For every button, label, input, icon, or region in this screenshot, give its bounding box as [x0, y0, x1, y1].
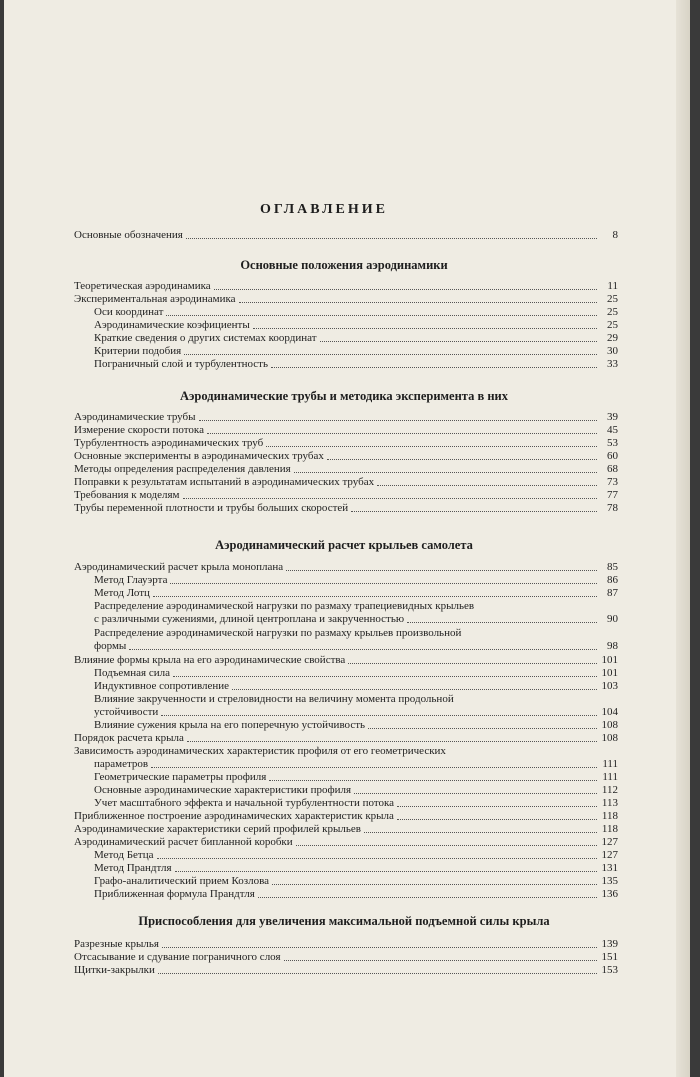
toc-entry-page: 111 [602, 758, 618, 770]
toc-entry-page: 45 [607, 424, 618, 436]
toc-entry-page: 68 [607, 463, 618, 475]
toc-entry [94, 784, 618, 797]
dot-leader [129, 649, 597, 650]
section-heading: Аэродинамический расчет крыльев самолета [215, 538, 473, 552]
toc-entry [74, 411, 618, 424]
dot-leader [232, 689, 597, 690]
toc-entry-label: Основные аэродинамические характеристики профиля [94, 784, 352, 796]
toc-entry-page: 111 [602, 771, 618, 783]
toc-entry [74, 836, 618, 849]
toc-entry-label: параметров [94, 758, 149, 770]
toc-entry-page: 73 [607, 476, 618, 488]
toc-title: ОГЛАВЛЕНИЕ [260, 202, 388, 217]
toc-entry [74, 463, 618, 476]
toc-entry [94, 862, 618, 875]
toc-entry-label: с различными сужениями, длиной центроплана и закрученностью [94, 613, 405, 625]
toc-entry-label: формы [94, 640, 127, 652]
toc-entry-page: 29 [607, 332, 618, 344]
dot-leader [157, 858, 598, 859]
toc-entry [94, 306, 618, 319]
toc-entry [74, 293, 618, 306]
toc-entry-label: Метод Глауэрта [94, 574, 168, 586]
toc-entry-page: 101 [601, 667, 618, 679]
toc-entry [94, 693, 618, 719]
toc-entry-label: Аэродинамические характеристики серий профилей крыльев [74, 823, 361, 835]
toc-entry [74, 951, 618, 964]
toc-entry-label: Геометрические параметры профиля [94, 771, 267, 783]
toc-entry-page: 11 [607, 280, 618, 292]
toc-entry [74, 502, 618, 515]
toc-entry-label-line1: Зависимость аэродинамических характеристик профиля от его геометрических [74, 745, 446, 757]
toc-entry-page: 53 [607, 437, 618, 449]
toc-entry [94, 719, 618, 732]
toc-entry-label: Графо-аналитический прием Козлова [94, 875, 270, 887]
toc-entry [74, 450, 618, 463]
dot-leader [368, 728, 597, 729]
book-page [4, 0, 690, 1077]
toc-entry-page: 153 [601, 964, 618, 976]
dot-leader [183, 498, 597, 499]
toc-entry-page: 139 [601, 938, 618, 950]
toc-entry-label: Метод Бетца [94, 849, 154, 861]
dot-leader [214, 289, 597, 290]
dot-leader [364, 832, 597, 833]
toc-entry-page: 112 [601, 784, 618, 796]
dot-leader [151, 767, 597, 768]
toc-entry-label: Влияние сужения крыла на его поперечную устойчивость [94, 719, 366, 731]
toc-entry-label: Метод Лотц [94, 587, 150, 599]
toc-entry-label-line1: Распределение аэродинамической нагрузки по размаху крыльев произвольной [94, 627, 462, 639]
toc-entry-page: 104 [601, 706, 618, 718]
toc-entry-label: Подъемная сила [94, 667, 170, 679]
toc-entry-label: устойчивости [94, 706, 159, 718]
toc-entry-label: Пограничный слой и турбулентность [94, 358, 268, 370]
toc-entry-page: 60 [607, 450, 618, 462]
toc-entry-page: 135 [601, 875, 618, 887]
toc-entry [94, 332, 618, 345]
toc-entry-page: 39 [607, 411, 618, 423]
toc-entry [74, 437, 618, 450]
toc-entry-page: 77 [607, 489, 618, 501]
toc-entry-label: Порядок расчета крыла [74, 732, 184, 744]
section-heading: Аэродинамические трубы и методика эксперимента в них [179, 389, 508, 403]
toc-entry [94, 680, 618, 693]
dot-leader [173, 676, 597, 677]
toc-entry-page: 8 [612, 229, 618, 241]
toc-entry [94, 358, 618, 371]
toc-entry-page: 108 [601, 719, 618, 731]
dot-leader [348, 663, 597, 664]
toc-entry-label: Основные эксперименты в аэродинамических трубах [74, 450, 324, 462]
toc-entry-page: 108 [601, 732, 618, 744]
dot-leader [397, 819, 597, 820]
dot-leader [207, 433, 597, 434]
toc-entry [94, 600, 618, 626]
toc-entry-page: 85 [607, 561, 618, 573]
toc-entry-label: Краткие сведения о других системах координат [94, 332, 317, 344]
toc-entry [74, 280, 618, 293]
toc-entry-page: 118 [601, 810, 618, 822]
toc-entry-label: Аэродинамические трубы [74, 411, 196, 423]
toc-entry [74, 810, 618, 823]
section-heading: Приспособления для увеличения максимальной подъемной силы крыла [138, 914, 550, 928]
toc-entry-label: Аэродинамический расчет бипланной коробки [74, 836, 293, 848]
dot-leader [377, 485, 597, 486]
dot-leader [253, 328, 597, 329]
toc-entry [74, 732, 618, 745]
toc-entry [94, 797, 618, 810]
toc-entry-intro [74, 229, 618, 242]
toc-entry [94, 574, 618, 587]
toc-entry [74, 964, 618, 977]
toc-entry [74, 823, 618, 836]
dot-leader [186, 238, 597, 239]
dot-leader [187, 741, 597, 742]
dot-leader [161, 715, 597, 716]
dot-leader [397, 806, 597, 807]
toc-entry-page: 78 [607, 502, 618, 514]
dot-leader [166, 315, 597, 316]
toc-entry-label: Индуктивное сопротивление [94, 680, 230, 692]
toc-entry-label: Метод Прандтля [94, 862, 172, 874]
toc-entry-label: Аэродинамический расчет крыла моноплана [74, 561, 284, 573]
toc-entry-label: Основные обозначения [74, 229, 183, 241]
toc-entry [74, 489, 618, 502]
toc-entry-page: 33 [607, 358, 618, 370]
toc-entry-label: Приближенная формула Прандтля [94, 888, 255, 900]
toc-entry-label: Разрезные крылья [74, 938, 159, 950]
dot-leader [286, 570, 597, 571]
dot-leader [258, 897, 597, 898]
toc-entry-page: 25 [607, 306, 618, 318]
dot-leader [184, 354, 597, 355]
toc-entry-page: 127 [601, 836, 618, 848]
toc-entry-label: Щитки-закрылки [74, 964, 155, 976]
dot-leader [296, 845, 597, 846]
toc-entry-page: 136 [601, 888, 618, 900]
toc-entry-page: 86 [607, 574, 618, 586]
dot-leader [239, 302, 597, 303]
toc-entry-page: 25 [607, 319, 618, 331]
dot-leader [284, 960, 597, 961]
dot-leader [158, 973, 597, 974]
section-heading: Основные положения аэродинамики [240, 258, 448, 272]
toc-entry [74, 938, 618, 951]
toc-entry-page: 118 [601, 823, 618, 835]
dot-leader [320, 341, 597, 342]
dot-leader [294, 472, 597, 473]
dot-leader [175, 871, 597, 872]
toc-entry-page: 103 [601, 680, 618, 692]
toc-entry-page: 30 [607, 345, 618, 357]
toc-entry [94, 627, 618, 653]
toc-entry-label: Оси координат [94, 306, 164, 318]
toc-entry [94, 849, 618, 862]
toc-entry-label: Аэродинамические коэфициенты [94, 319, 250, 331]
dot-leader [170, 583, 597, 584]
toc-entry-page: 98 [607, 640, 618, 652]
dot-leader [351, 511, 597, 512]
toc-entry-page: 113 [601, 797, 618, 809]
toc-entry [94, 345, 618, 358]
toc-entry [74, 561, 618, 574]
toc-entry [94, 319, 618, 332]
toc-entry-label: Отсасывание и сдувание пограничного слоя [74, 951, 281, 963]
dot-leader [407, 622, 597, 623]
toc-entry-label: Трубы переменной плотности и трубы больших скоростей [74, 502, 349, 514]
toc-entry-label: Требования к моделям [74, 489, 180, 501]
toc-entry-label: Экспериментальная аэродинамика [74, 293, 236, 305]
toc-entry-label: Критерии подобия [94, 345, 182, 357]
dot-leader [266, 446, 597, 447]
toc-entry-page: 151 [601, 951, 618, 963]
toc-entry [74, 476, 618, 489]
toc-entry [74, 654, 618, 667]
toc-entry [94, 587, 618, 600]
toc-entry-label-line1: Распределение аэродинамической нагрузки по размаху трапециевидных крыльев [94, 600, 475, 612]
dot-leader [269, 780, 597, 781]
toc-entry-page: 25 [607, 293, 618, 305]
toc-entry-label: Турбулентность аэродинамических труб [74, 437, 264, 449]
toc-entry [74, 424, 618, 437]
toc-entry-label: Влияние формы крыла на его аэродинамические свойства [74, 654, 346, 666]
toc-entry [74, 745, 618, 771]
toc-entry-label: Учет масштабного эффекта и начальной турбулентности потока [94, 797, 395, 809]
toc-entry-label: Поправки к результатам испытаний в аэродинамических трубах [74, 476, 375, 488]
dot-leader [162, 947, 597, 948]
toc-entry-label: Методы определения распределения давления [74, 463, 291, 475]
toc-entry-page: 127 [601, 849, 618, 861]
dot-leader [354, 793, 597, 794]
dot-leader [272, 884, 597, 885]
toc-entry-page: 101 [601, 654, 618, 666]
toc-entry-label-line1: Влияние закрученности и стреловидности на величину момента продольной [94, 693, 454, 705]
toc-entry-label: Теоретическая аэродинамика [74, 280, 211, 292]
toc-entry-label: Приближенное построение аэродинамических характеристик крыла [74, 810, 394, 822]
toc-entry [94, 888, 618, 901]
toc-entry [94, 667, 618, 680]
toc-entry-page: 131 [601, 862, 618, 874]
toc-entry-page: 87 [607, 587, 618, 599]
toc-entry [94, 771, 618, 784]
dot-leader [199, 420, 597, 421]
toc-entry [94, 875, 618, 888]
dot-leader [327, 459, 597, 460]
dot-leader [271, 367, 597, 368]
toc-entry-page: 90 [607, 613, 618, 625]
page-edge [676, 0, 690, 1077]
dot-leader [153, 596, 597, 597]
toc-entry-label: Измерение скорости потока [74, 424, 204, 436]
